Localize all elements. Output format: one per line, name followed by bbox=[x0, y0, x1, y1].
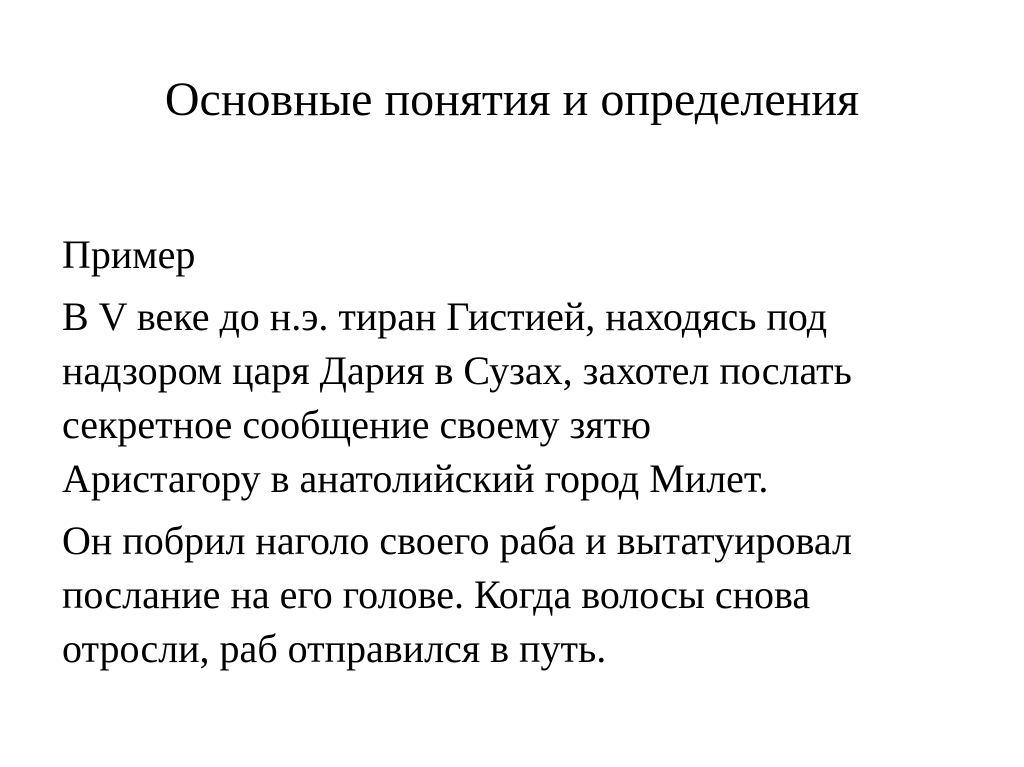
text-line: отросли, раб отправился в путь. bbox=[62, 626, 607, 671]
text-line: Аристагору в анатолийский город Милет. bbox=[62, 456, 769, 501]
slide-title: Основные понятия и определения bbox=[164, 73, 860, 126]
text-line: секретное сообщение своему зятю bbox=[62, 402, 652, 447]
paragraph-example-heading bbox=[62, 228, 992, 282]
slide-body bbox=[62, 228, 992, 684]
text-line: Пример bbox=[62, 232, 196, 277]
text-line: Он побрил наголо своего раба и вытатуировал bbox=[62, 518, 852, 563]
paragraph-histiaeus bbox=[62, 290, 992, 506]
text-line: послание на его голове. Когда волосы снова bbox=[62, 572, 811, 617]
text-line: В V веке до н.э. тиран Гистией, находясь под bbox=[62, 294, 828, 339]
paragraph-slave-tattoo bbox=[62, 514, 992, 676]
text-line: надзором царя Дария в Сузах, захотел послать bbox=[62, 348, 852, 393]
